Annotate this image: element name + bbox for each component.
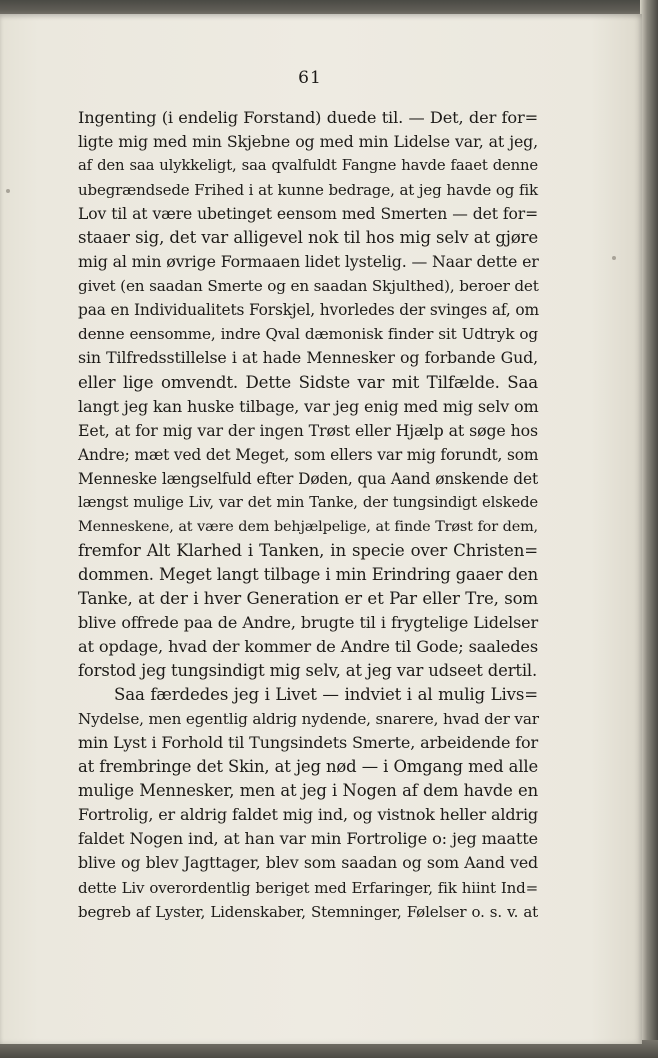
text-line: denne eensomme, indre Qval dæmonisk finder sit Udtryk og — [78, 325, 538, 344]
paragraph-end-line: forstod jeg tungsindigt mig selv, at jeg var udseet dertil. — [78, 661, 538, 681]
text-line: faldet Nogen ind, at han var min Fortrolige o: jeg maatte — [78, 829, 538, 849]
text-line: at frembringe det Skin, at jeg nød — i Omgang med alle — [78, 757, 538, 777]
book-right-edge — [640, 0, 658, 1058]
text-line: Fortrolig, er aldrig faldet mig ind, og vistnok heller aldrig — [78, 805, 538, 825]
text-line: paa en Individualitets Forskjel, hvorledes der svinges af, om — [78, 301, 539, 320]
text-line: dette Liv overordentlig beriget med Erfaringer, fik hiint Ind= — [78, 878, 538, 897]
text-line: fremfor Alt Klarhed i Tanken, in specie over Christen= — [78, 540, 538, 560]
text-line: Eet, at for mig var der ingen Trøst eller Hjælp at søge hos — [78, 420, 538, 440]
body-text — [78, 106, 538, 924]
text-line: langt jeg kan huske tilbage, var jeg enig med mig selv om — [78, 396, 539, 416]
paper-blemish — [612, 256, 616, 260]
text-line: dommen. Meget langt tilbage i min Erindring gaaer den — [78, 564, 538, 584]
text-line: Nydelse, men egentlig aldrig nydende, snarere, hvad der var — [78, 710, 539, 729]
text-line: ligte mig med min Skjebne og med min Lidelse var, at jeg, — [78, 132, 538, 152]
text-line: sin Tilfredsstillelse i at hade Mennesker og forbande Gud, — [78, 348, 538, 368]
text-line: Lov til at være ubetinget eensom med Smerten — det for= — [78, 205, 538, 224]
book-page — [0, 14, 642, 1044]
text-line: begreb af Lyster, Lidenskaber, Stemninger, Følelser o. s. v. at — [78, 902, 538, 921]
text-line: længst mulige Liv, var det min Tanke, der tungsindigt elskede — [78, 493, 538, 511]
text-line: eller lige omvendt. Dette Sidste var mit Tilfælde. Saa — [78, 372, 538, 392]
text-line: staaer sig, det var alligevel nok til hos mig selv at gjøre — [78, 228, 538, 248]
text-line: Ingenting (i endelig Forstand) duede til. — Det, der for= — [78, 108, 538, 127]
text-line: Tanke, at der i hver Generation er et Par eller Tre, som — [78, 588, 538, 608]
paper-blemish — [6, 189, 10, 193]
text-line: at opdage, hvad der kommer de Andre til Gode; saaledes — [78, 637, 538, 657]
text-line: blive og blev Jagttager, blev som saadan og som Aand ved — [78, 853, 538, 873]
text-line: mig al min øvrige Formaaen lidet lystelig. — Naar dette er — [78, 252, 539, 272]
text-line: mulige Mennesker, men at jeg i Nogen af dem havde en — [78, 781, 538, 801]
text-line: Menneskene, at være dem behjælpelige, at finde Trøst for dem, — [78, 518, 538, 535]
text-line: blive offrede paa de Andre, brugte til i frygtelige Lidelser — [78, 612, 538, 632]
page-number: 61 — [298, 68, 322, 88]
paragraph-start-line: Saa færdedes jeg i Livet — indviet i al mulig Livs= — [114, 685, 538, 705]
text-line: givet (en saadan Smerte og en saadan Skjulthed), beroer det — [78, 277, 539, 296]
text-line: Andre; mæt ved det Meget, som ellers var mig forundt, som — [78, 445, 539, 464]
text-line: ubegrændsede Frihed i at kunne bedrage, at jeg havde og fik — [78, 181, 538, 200]
text-line: min Lyst i Forhold til Tungsindets Smerte, arbeidende for — [78, 733, 539, 753]
text-line: af den saa ulykkeligt, saa qvalfuldt Fangne havde faaet denne — [78, 157, 538, 175]
text-line: Menneske længselfuld efter Døden, qua Aand ønskende det — [78, 469, 538, 488]
